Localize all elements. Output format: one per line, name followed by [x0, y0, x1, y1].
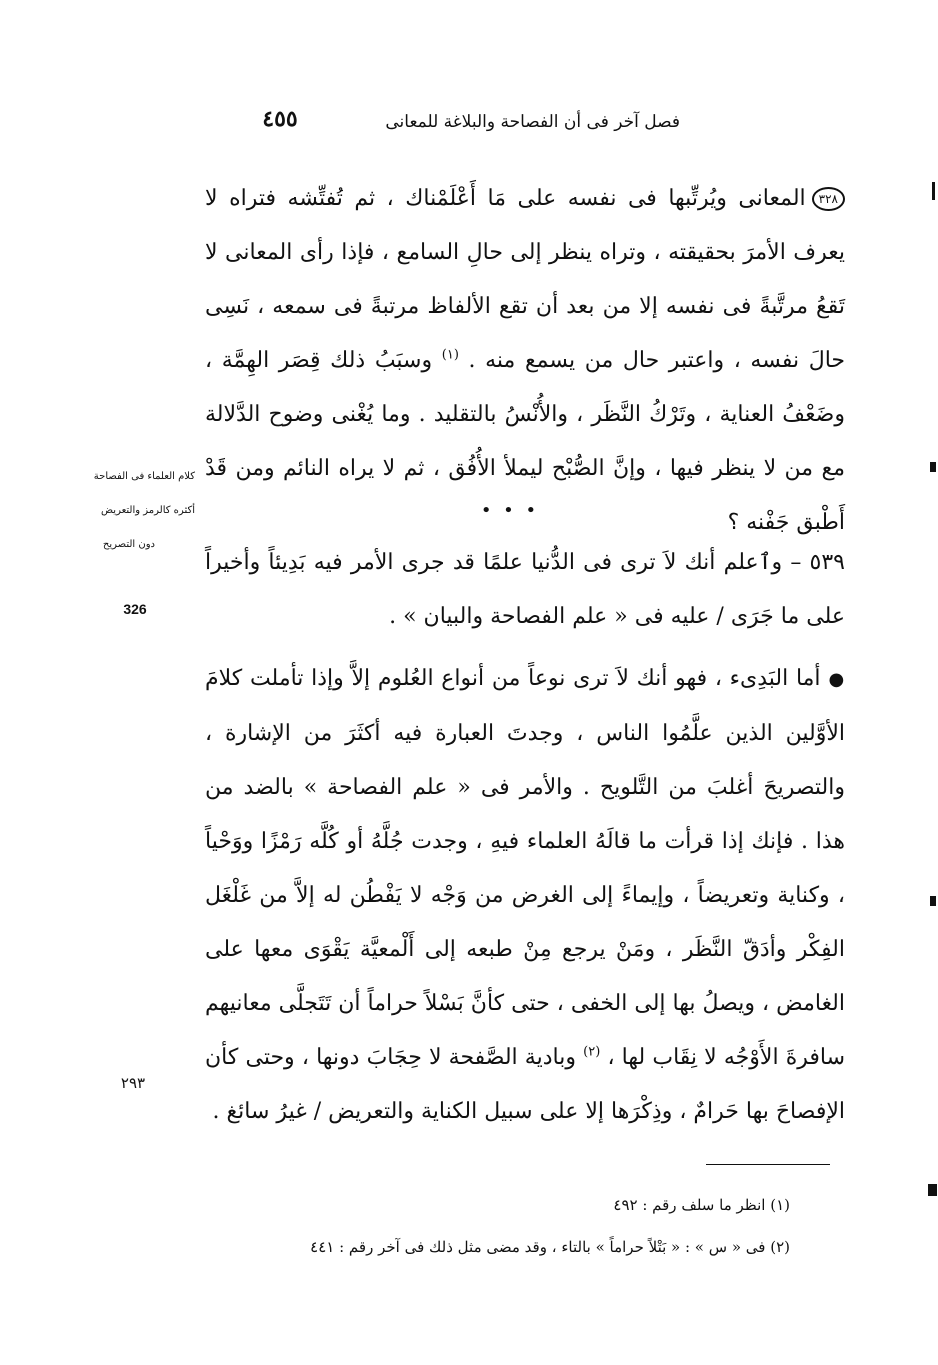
margin-note-3: دون التصريح [102, 539, 155, 550]
paragraph-text-after: وبادية الصَّفحة لا حِجَابَ دونها ، وحتى كأن الإفصاحَ بها حَرامٌ ، وذِكْرَها إلا على سبيل الكناية والتعريض / غيرُ سائغ . [205, 1045, 845, 1124]
paragraph-text: أما البَدِىء ، فهو أنك لاَ ترى نوعاً من أنواع العُلوم إلاَّ وإذا تأملت كلامَ الأوَّلين الذين علَّمُوا الناس ، وجدتَ العبارة فيه أكثَرَ من الإشارة ، والتصريحَ أغلبَ من التَّلويح . والأمر فى « علم الفصاحة » بالضد من هذا . فإنك إذا قرأت ما قالَهُ العلماء فيهِ ، وجدت جُلَّهُ أو كُلَّه رَمْزًا ووَحْياً ، وكناية وتعريضاً ، وإيماءً إلى الغرض من وَجْه لا يَفْطُن له إلاَّ من غَلْغَل الفِكْر وأدَقّ النَّظَر ، ومَنْ يرجع مِنْ طبعه إلى أَلْمعيَّة يَقْوَى معها على الغامض ، ويصلُ بها إلى الخفى ، حتى كأنَّ بَسْلاً حراماً أن تَتَجلَّى معانيهم سافرةَ الأَوْجُه لا نِقَاب لها ، [205, 666, 846, 1070]
bullet-icon: ● [828, 669, 845, 690]
scan-edge-mark [932, 182, 935, 200]
margin-ref-293: ٢٩٣ [120, 1074, 146, 1092]
scan-edge-mark [928, 1184, 937, 1196]
section-ornament: • • • [480, 500, 540, 521]
scan-edge-mark [930, 462, 936, 472]
page-number: ٤٥٥ [262, 106, 298, 132]
footnote-separator [706, 1164, 830, 1165]
paragraph-539: ٥٣٩ – وٱعلم أنك لاَ ترى فى الدُّنيا علمًا قد جرى الأمر فيه بَدِيئاً وأخيراً على ما جَرَى / عليه فى « علم الفصاحة والبيان » . [205, 550, 845, 629]
footnote-2: (٢) فى « س » : « بَتْلاً حراماً » بالتاء ، وقد مضى مثل ذلك فى آخر رقم : ٤٤١ [310, 1238, 790, 1256]
footnote-1: (١) انظر ما سلف رقم : ٤٩٢ [613, 1196, 790, 1214]
margin-note-1: كلام العلماء فى الفصاحة [93, 471, 195, 482]
scan-edge-mark [930, 896, 936, 906]
paragraph-text: المعانى ويُرتِّبها فى نفسه على مَا أَعْلَمْناك ، ثم تُفتِّشه فتراه لا يعرف الأمرَ بحقيقته ، وتراه ينظر إلى حالِ السامع ، فإذا رأى المعانى لا تَقعُ مرتَّبةً فى نفسه إلا من بعد أن تقع الألفاظ مرتبةً فى سمعه ، نَسِى حالَ نفسه ، واعتبر حال من يسمع منه . [205, 186, 845, 373]
footnote-ref-1: (١) [441, 347, 459, 363]
paragraph-text-after: وسبَبُ ذلك قِصَر الهِمَّة ، وضَعْفُ العناية ، وتَرْكُ النَّظَر ، والأُنْسُ بالتقليد . وما يُغْنى وضوح الدَّلالة مع من لا ينظر فيها ، وإنَّ الصُّبْح ليملأ الأُفُق ، ثم لا يراه النائم ومن قَدْ أَطْبق جَفْنه ؟ [205, 348, 845, 535]
margin-ref-326: 326 [123, 601, 147, 617]
paragraph-continuation [205, 172, 845, 550]
margin-note-2: أكثره كالرمز والتعريض [101, 505, 195, 516]
paragraph-bullet [205, 652, 845, 1139]
paragraph-marker: ٣٢٨ [812, 187, 845, 211]
running-header-title: فصل آخر فى أن الفصاحة والبلاغة للمعانى [385, 112, 680, 132]
footnote-ref-2: (٢) [583, 1044, 601, 1060]
